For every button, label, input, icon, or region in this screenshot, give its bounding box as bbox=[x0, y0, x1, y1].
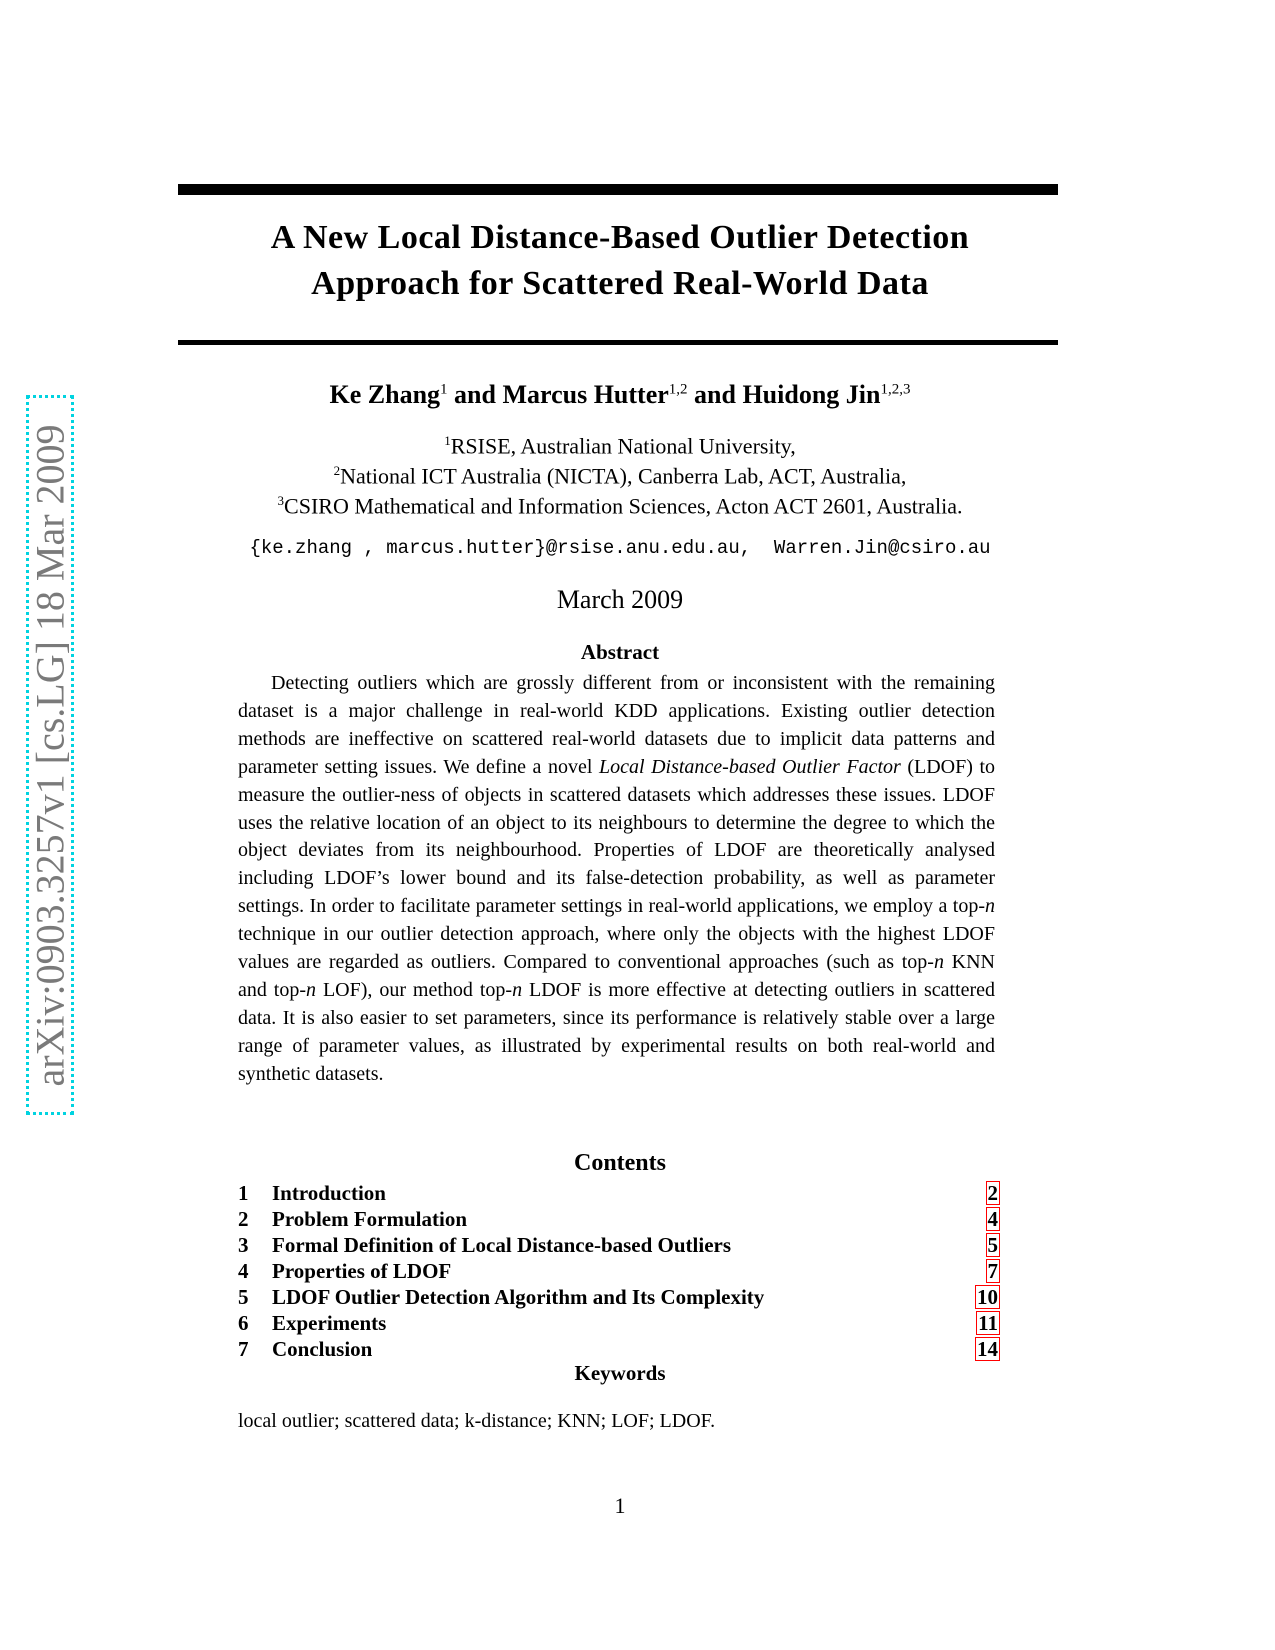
affiliation-1-sup: 1 bbox=[444, 433, 451, 448]
toc-page-link[interactable]: 5 bbox=[987, 1233, 998, 1257]
toc-entry[interactable] bbox=[238, 1284, 1000, 1310]
affiliation-3 bbox=[150, 493, 1090, 519]
title-rule-bottom bbox=[178, 340, 1058, 345]
toc-entry[interactable] bbox=[238, 1336, 1000, 1362]
toc-title: Formal Definition of Local Distance-based Outliers bbox=[272, 1232, 732, 1257]
author-3-sup: 1,2,3 bbox=[880, 381, 911, 398]
keywords-heading: Keywords bbox=[574, 1361, 666, 1385]
toc-page-link[interactable]: 11 bbox=[978, 1311, 998, 1335]
abstract-math-n-3: n bbox=[306, 978, 317, 1001]
abstract-text-1: Detecting outliers which are grossly different from or inconsistent with the remaining dataset is a major challenge in real-world KDD applications. Existing outlier detection methods are ineffective on scattered real-world datasets due to implicit data patterns and parameter setting issues. We define a novel bbox=[238, 672, 995, 778]
abstract-text-4: KNN and top- bbox=[238, 951, 995, 1001]
affiliation-2-sup: 2 bbox=[333, 463, 341, 478]
affiliation-3-sup: 3 bbox=[277, 493, 285, 508]
toc-title: Problem Formulation bbox=[272, 1206, 468, 1231]
affiliation-3-text: CSIRO Mathematical and Information Sciences, Acton ACT 2601, Australia. bbox=[284, 493, 963, 519]
affiliation-2 bbox=[150, 463, 1090, 489]
author-2: Marcus Hutter bbox=[502, 380, 669, 409]
toc-number: 3 bbox=[238, 1232, 249, 1257]
toc-number: 6 bbox=[238, 1310, 249, 1335]
page-number: 1 bbox=[614, 1493, 626, 1518]
author-sep-1: and bbox=[447, 380, 503, 409]
author-2-sup: 1,2 bbox=[668, 381, 688, 398]
abstract-emphasis: Local Distance-based Outlier Factor bbox=[598, 755, 901, 778]
toc-entry[interactable] bbox=[238, 1206, 1000, 1232]
paper-title bbox=[150, 215, 1090, 307]
toc-title: LDOF Outlier Detection Algorithm and Its Complexity bbox=[272, 1284, 765, 1309]
abstract-body bbox=[238, 670, 995, 1089]
abstract-math-n-2: n bbox=[933, 951, 944, 974]
author-emails: {ke.zhang , marcus.hutter}@rsise.anu.edu.au, Warren.Jin@csiro.au bbox=[249, 537, 991, 559]
abstract-text-2: (LDOF) to measure the outlier-ness of objects in scattered datasets which addresses these issues. LDOF uses the relative location of an object to its neighbours to determine the degree to which the object deviates from its neighbourhood. Properties of LDOF are theoretically analysed including LDOF’s lower bound and its false-detection probability, as well as parameter settings. In order to facilitate parameter settings in real-world applications, we employ a top- bbox=[238, 755, 995, 918]
arxiv-stamp-text: arXiv:0903.3257v1 [cs.LG] 18 Mar 2009 bbox=[27, 423, 73, 1087]
title-rule-top bbox=[178, 184, 1058, 195]
abstract-math-n-4: n bbox=[512, 978, 523, 1001]
toc-page-link[interactable]: 14 bbox=[977, 1337, 998, 1361]
abstract-heading: Abstract bbox=[580, 640, 660, 664]
arxiv-stamp bbox=[26, 395, 74, 1115]
toc-title: Experiments bbox=[272, 1310, 387, 1335]
toc-title: Introduction bbox=[272, 1180, 386, 1205]
toc-page-link[interactable]: 2 bbox=[987, 1181, 998, 1205]
affiliation-1-text: RSISE, Australian National University, bbox=[450, 433, 796, 459]
toc-title: Conclusion bbox=[272, 1336, 373, 1361]
author-sep-2: and bbox=[687, 380, 743, 409]
author-list bbox=[150, 380, 1090, 410]
toc-number: 7 bbox=[238, 1336, 249, 1361]
title-line-2: Approach for Scattered Real-World Data bbox=[311, 265, 929, 302]
abstract-text-3: technique in our outlier detection approach, where only the objects with the highest LDOF values are regarded as outliers. Compared to conventional approaches (such as top- bbox=[238, 923, 995, 974]
keywords-text: local outlier; scattered data; k-distance; KNN; LOF; LDOF. bbox=[238, 1410, 716, 1432]
paper-date: March 2009 bbox=[556, 585, 684, 614]
affiliation-1 bbox=[150, 433, 1090, 459]
author-1: Ke Zhang bbox=[329, 380, 441, 409]
author-3: Huidong Jin bbox=[742, 380, 881, 409]
toc-title: Properties of LDOF bbox=[272, 1258, 452, 1283]
toc-number: 2 bbox=[238, 1206, 249, 1231]
toc-number: 4 bbox=[238, 1258, 249, 1283]
table-of-contents bbox=[238, 1180, 1000, 1362]
toc-page-link[interactable]: 7 bbox=[987, 1259, 998, 1283]
title-line-1: A New Local Distance-Based Outlier Detection bbox=[270, 219, 970, 256]
toc-number: 1 bbox=[238, 1180, 249, 1205]
toc-entry[interactable] bbox=[238, 1180, 1000, 1206]
toc-entry[interactable] bbox=[238, 1258, 1000, 1284]
toc-entry[interactable] bbox=[238, 1232, 1000, 1258]
abstract-text-5: LOF), our method top- bbox=[316, 978, 513, 1001]
author-1-sup: 1 bbox=[440, 381, 448, 398]
toc-entry[interactable] bbox=[238, 1310, 1000, 1336]
abstract-math-n-1: n bbox=[985, 895, 995, 918]
contents-heading: Contents bbox=[573, 1150, 666, 1176]
toc-number: 5 bbox=[238, 1284, 249, 1309]
toc-page-link[interactable]: 4 bbox=[987, 1207, 998, 1231]
affiliation-2-text: National ICT Australia (NICTA), Canberra Lab, ACT, Australia, bbox=[340, 463, 907, 489]
toc-page-link[interactable]: 10 bbox=[977, 1285, 998, 1309]
abstract-text-6: LDOF is more effective at detecting outliers in scattered data. It is also easier to set parameters, since its performance is relatively stable over a large range of parameter values, as illustrated by experimental results on both real-world and synthetic datasets. bbox=[238, 978, 996, 1085]
